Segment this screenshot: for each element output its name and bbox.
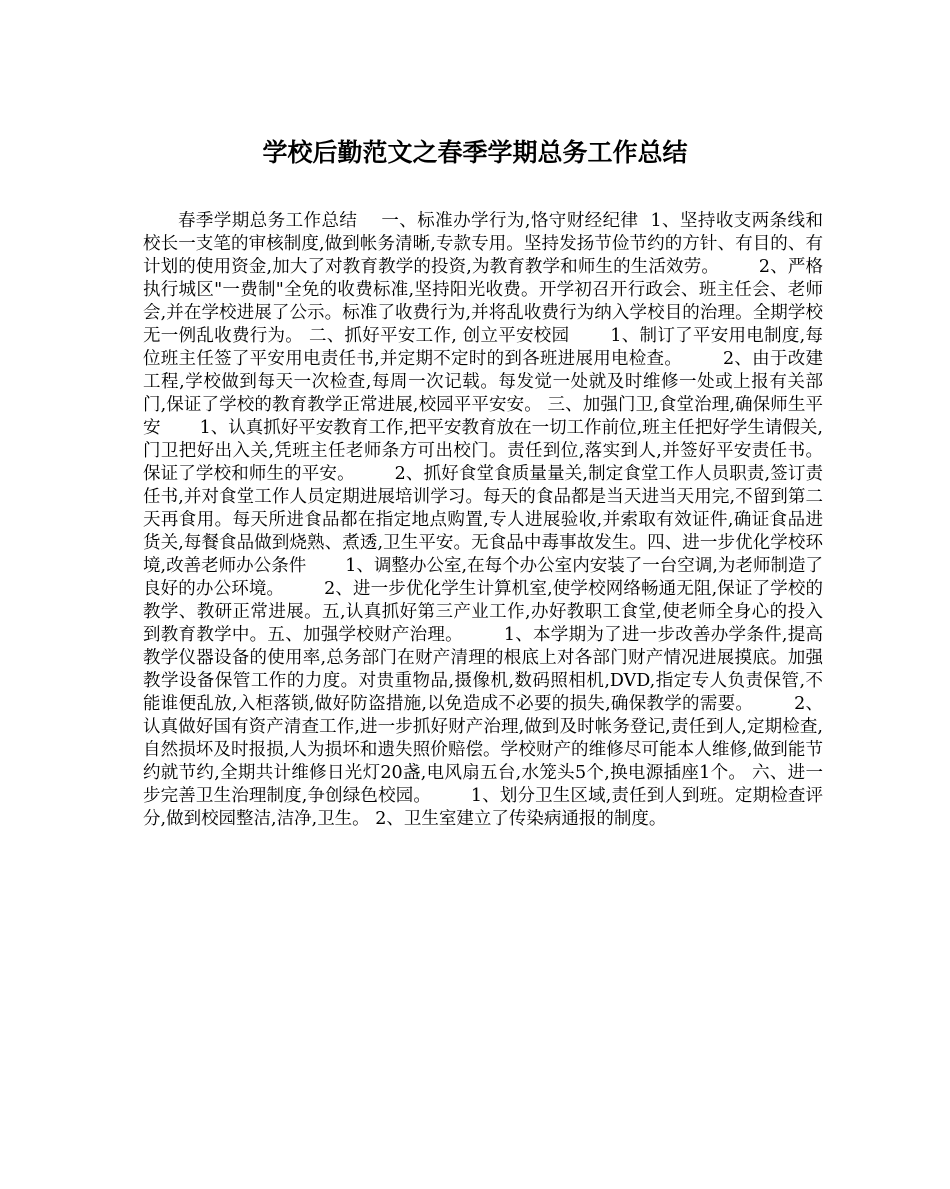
document-body: 春季学期总务工作总结 一、标准办学行为,恪守财经纪律 1、坚持收支两条线和校长一支笔的审核制度,做到帐务清晰,专款专用。坚持发扬节俭节约的方针、有目的、有计划的使用资金,加大了对教育教学的投资,为教育教学和师生的生活效劳。 2、严格执行城区"一费制"全免的收费标准,坚持阳光收费。开学初召开行政会、班主任会、老师会,并在学校进展了公示。标准了收费行为,并将乱收费行为纳入学校目的治理。全期学校无一例乱收费行为。 二、抓好平安工作, 创立平安校园 1、制订了平安用电制度,每位班主任签了平安用电责任书,并定期不定时的到各班进展用电检查。 2、由于改建工程,学校做到每天一次检查,每周一次记载。每发觉一处就及时维修一处或上报有关部门,保证了学校的教育教学正常进展,校园平平安安。 三、加强门卫,食堂治理,确保师生平安 1、认真抓好平安教育工作,把平安教育放在一切工作前位,班主任把好学生请假关,门卫把好出入关,凭班主任老师条方可出校门。责任到位,落实到人,并签好平安责任书。保证了学校和师生的平安。 2、抓好食堂食质量量关,制定食堂工作人员职责,签订责任书,并对食堂工作人员定期进展培训学习。每天的食品都是当天进当天用完,不留到第二天再食用。每天所进食品都在指定地点购置,专人进展验收,并索取有效证件,确证食品进货关,每餐食品做到烧熟、煮透,卫生平安。无食品中毒事故发生。四、进一步优化学校环境,改善老师办公条件 1、调整办公室,在每个办公室内安装了一台空调,为老师制造了良好的办公环境。 2、进一步优化学生计算机室,使学校网络畅通无阻,保证了学校的教学、教研正常进展。五,认真抓好第三产业工作,办好教职工食堂,使老师全身心的投入到教育教学中。五、加强学校财产治理。 1、本学期为了进一步改善办学条件,提高教学仪器设备的使用率,总务部门在财产清理的根底上对各部门财产情况进展摸底。加强教学设备保管工作的力度。对贵重物品,摄像机,数码照相机,DVD,指定专人负责保管,不能谁便乱放,入柜落锁,做好防盗措施,以免造成不必要的损失,确保教学的需要。 2、认真做好国有资产清查工作,进一步抓好财产治理,做到及时帐务登记,责任到人,定期检查,自然损坏及时报损,人为损坏和遗失照价赔偿。学校财产的维修尽可能本人维修,做到能节约就节约,全期共计维修日光灯20盏,电风扇五台,水笼头5个,换电源插座1个。 六、进一步完善卫生治理制度,争创绿色校园。 1、划分卫生区域,责任到人到班。定期检查评分,做到校园整洁,洁净,卫生。 2、卫生室建立了传染病通报的制度。: [143, 211, 823, 829]
document-title: 学校后勤范文之春季学期总务工作总结: [262, 138, 688, 167]
